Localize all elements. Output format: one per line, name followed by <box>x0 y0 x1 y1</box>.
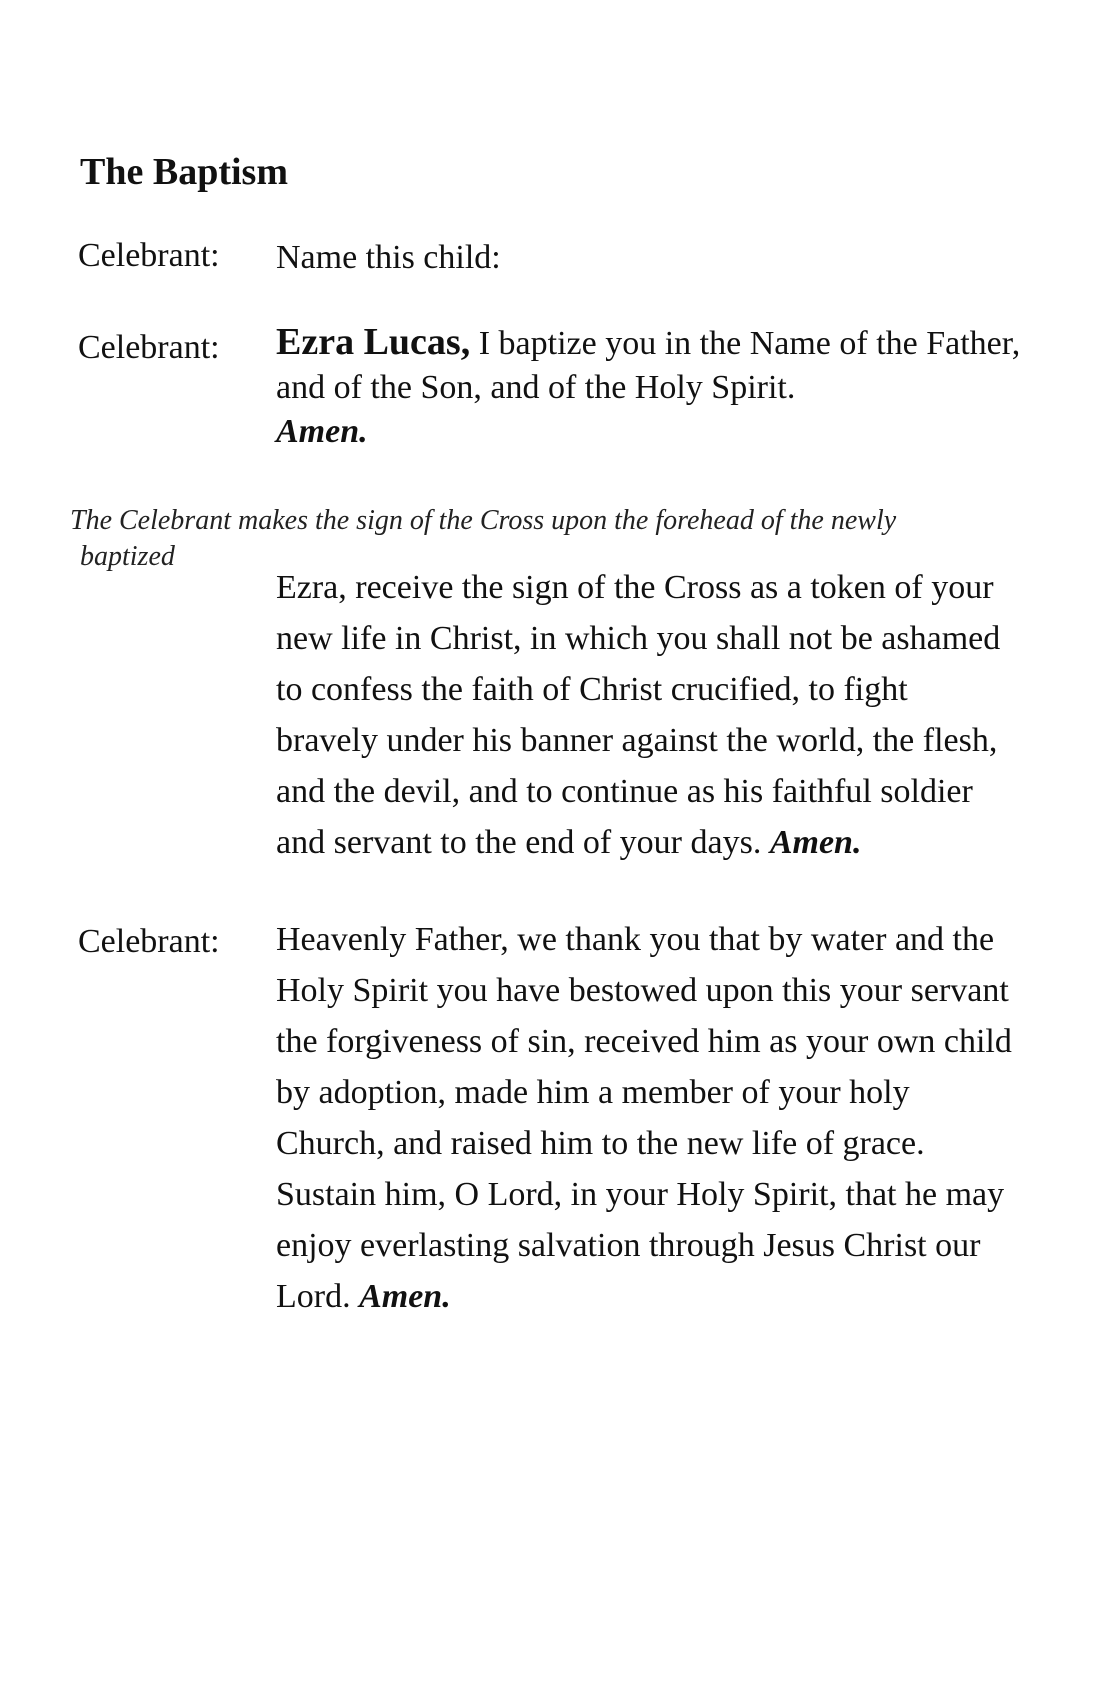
rubric-line-1: The Celebrant makes the sign of the Cross upon the forehead of the newly <box>70 505 897 536</box>
section-title: The Baptism <box>80 151 288 193</box>
speaker-label-thanksgiving: Celebrant: <box>78 923 220 960</box>
signing-amen: Amen. <box>769 824 862 861</box>
naming-text: Name this child: <box>276 239 501 276</box>
rubric-line-2: baptized <box>80 541 175 572</box>
thanksgiving-amen: Amen. <box>359 1278 451 1315</box>
signing-text <box>276 562 1016 868</box>
baptism-formula: I baptize you in the Name of the Father, and of the Son, and of the Holy Spirit. <box>276 325 1021 406</box>
speaker-label-baptism: Celebrant: <box>78 329 220 366</box>
thanksgiving-body: Heavenly Father, we thank you that by water and the Holy Spirit you have bestowed upon this your servant the forgiveness of sin, received him as your own child by adoption, made him a member of your holy Church, and raised him to the new life of grace. Sustain him, O Lord, in your Holy Spirit, that he may enjoy everlasting salvation through Jesus Christ our Lord. <box>276 921 1012 1315</box>
thanksgiving-text <box>276 914 1016 1322</box>
baptism-text <box>276 320 1036 454</box>
baptism-amen: Amen. <box>276 413 368 450</box>
speaker-label-naming: Celebrant: <box>78 237 220 274</box>
signing-body: Ezra, receive the sign of the Cross as a token of your new life in Christ, in which you shall not be ashamed to confess the faith of Christ crucified, to fight bravely under his banner against the world, the flesh, and the devil, and to continue as his faithful soldier and servant to the end of your days. <box>276 569 1001 861</box>
child-name: Ezra Lucas, <box>276 321 471 363</box>
